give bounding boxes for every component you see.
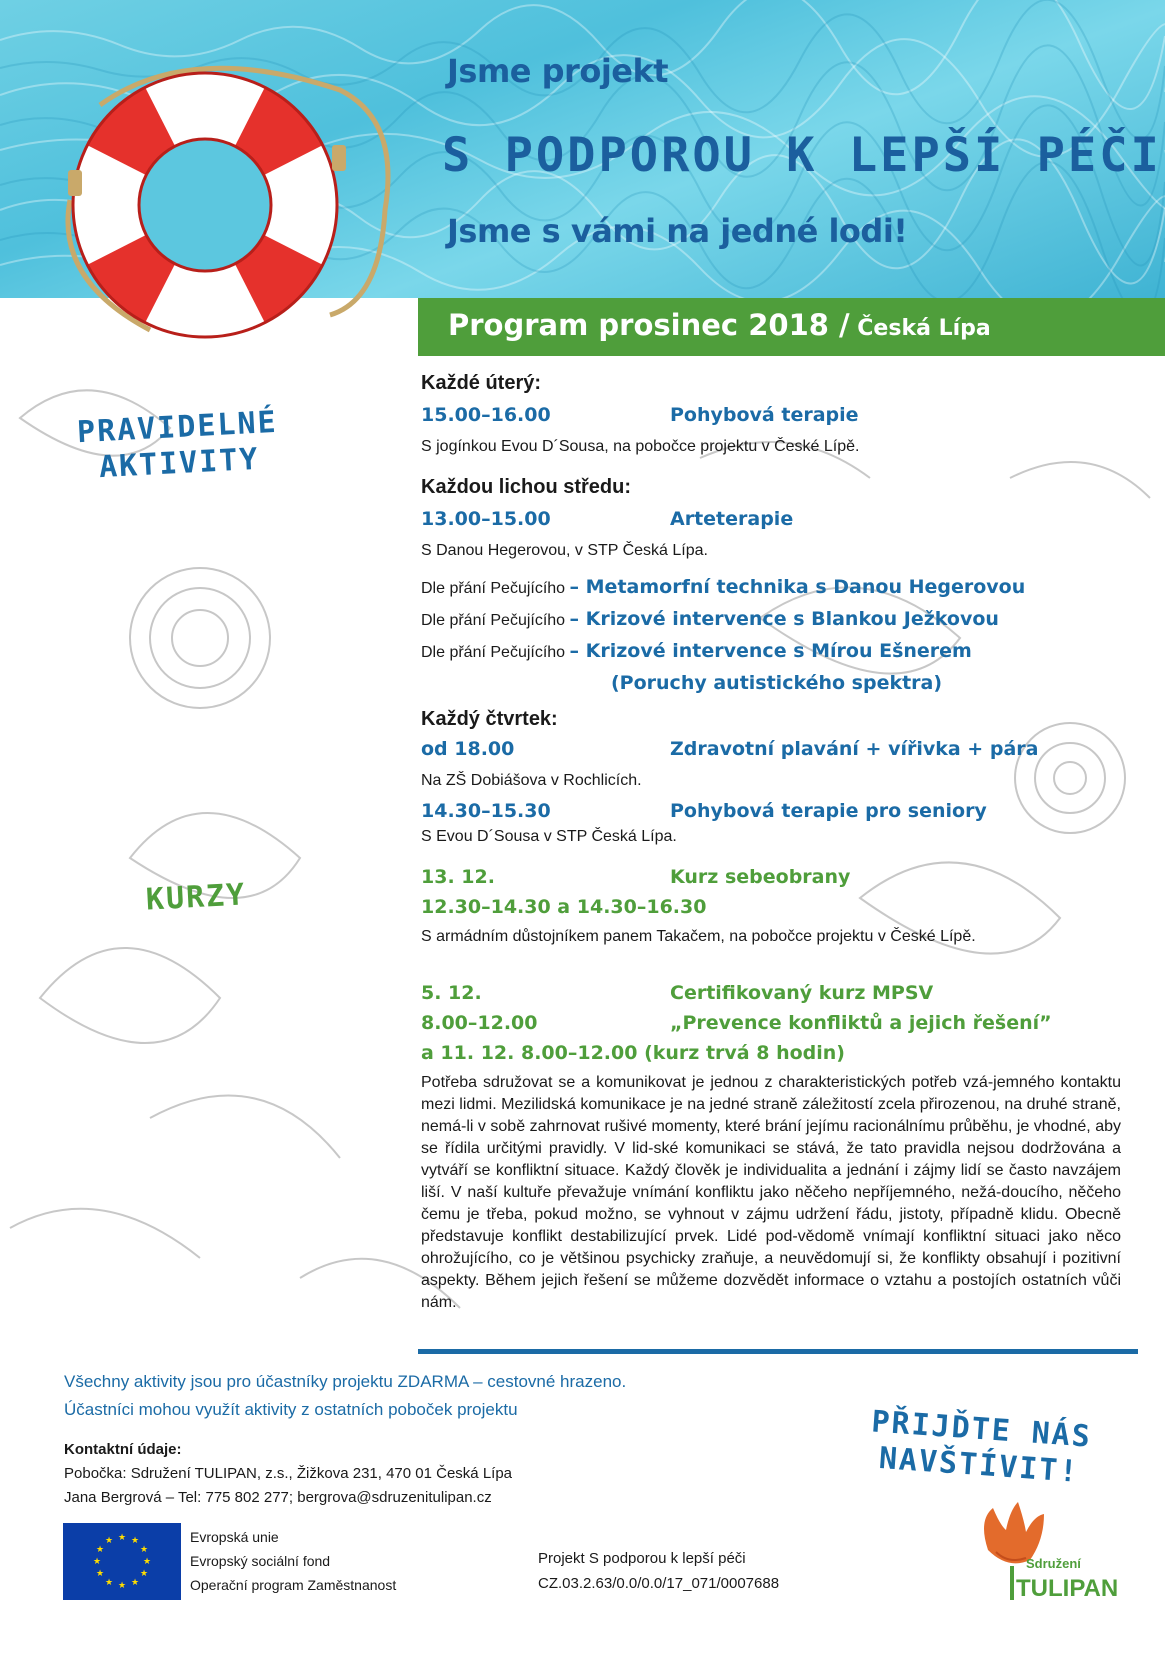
- course2-title: Certifikovaný kurz MPSV: [670, 982, 934, 1004]
- program-title-bar: [418, 298, 1165, 356]
- course1-title: Kurz sebeobrany: [670, 866, 851, 888]
- on-request-item: [421, 640, 972, 662]
- contact-person: Jana Bergrová – Tel: 775 802 277; bergrova@sdruzenitulipan.cz: [64, 1489, 492, 1506]
- on-request-prefix: Dle přání Pečujícího: [421, 644, 566, 661]
- on-request-extra: (Poruchy autistického spektra): [611, 672, 943, 694]
- label-regular-line1: PRAVIDELNÉ: [76, 404, 279, 451]
- svg-text:★: ★: [142, 1557, 152, 1567]
- label-come-visit: [868, 1404, 1093, 1491]
- on-request-activity: – Metamorfní technika s Danou Hegerovou: [569, 576, 1026, 598]
- thursday-heading: Každý čtvrtek:: [421, 708, 558, 730]
- course1-note: S armádním důstojníkem panem Takačem, na pobočce projektu v České Lípě.: [421, 928, 976, 945]
- svg-text:★: ★: [117, 1581, 127, 1591]
- course2-time: 8.00–12.00: [421, 1012, 538, 1034]
- course1-times: 12.30–14.30 a 14.30–16.30: [421, 896, 707, 918]
- svg-text:★: ★: [104, 1578, 114, 1588]
- course2-subtitle: „Prevence konfliktů a jejich řešení”: [670, 1012, 1052, 1034]
- svg-text:★: ★: [95, 1569, 105, 1579]
- footer-info: [64, 1368, 626, 1424]
- thursday-note1: Na ZŠ Dobiášova v Rochlicích.: [421, 772, 642, 789]
- contact-title: Kontaktní údaje:: [64, 1441, 182, 1458]
- course1-date: 13. 12.: [421, 866, 495, 888]
- course2-date: 5. 12.: [421, 982, 482, 1004]
- footer-other-branches: Účastníci mohou využít aktivity z ostatních poboček projektu: [64, 1400, 518, 1419]
- tulipan-logo: [968, 1500, 1119, 1610]
- header-title-slogan: Jsme s vámi na jedné lodi!: [447, 212, 908, 250]
- program-location: Česká Lípa: [849, 316, 991, 341]
- eu-stars-icon: [63, 1523, 181, 1600]
- thursday-activity1: Zdravotní plavání + vířivka + pára: [670, 738, 1039, 760]
- on-request-prefix: Dle přání Pečujícího: [421, 580, 566, 597]
- eu-funding-text: [190, 1525, 396, 1597]
- wednesday-note: S Danou Hegerovou, v STP Česká Lípa.: [421, 542, 708, 559]
- thursday-activity2: Pohybová terapie pro seniory: [670, 800, 987, 822]
- label-courses: KURZY: [145, 877, 248, 918]
- thursday-note2: S Evou D´Sousa v STP Česká Lípa.: [421, 828, 677, 845]
- svg-text:★: ★: [139, 1569, 149, 1579]
- thursday-time1: od 18.00: [421, 738, 515, 760]
- course2-description: Potřeba sdružovat se a komunikovat je jednou z charakteristických potřeb vzá-jemného kontaktu mezi lidmi. Mezilidská komunikace je na jedné straně záležitostí zcela přirozenou, na druhé straně, nemá-li v sobě zahrnovat rušivé momenty, které brání jejímu racionálnímu průběhu, je vhodné, aby se řídila určitými pravidly. V lid-ské komunikaci se stává, že tato pravidla nejsou dodržována a vytváří se konfliktní situace. Každý člověk je individualita a jednání i zájmy lidí se často navzájem liší. V naší kultuře převažuje vnímání konfliktu jako něčeho nepříjemného, nežá-doucího, něčeho čemu je třeba, pokud možno, se vyhnout v zájmu udržení řádu, jistoty, případně klidu. Obecně představuje konflikt destabilizující prvek. Lidé pod-vědomě vnímají konfliktní situaci jako něco ohrožujícího, co je většinou psychicky zraňuje, a neuvědomují si, že konflikty obsahují i pozitivní aspekty. Během jejich řešení se můžeme dozvědět informace o vztahu a postojích ostatních vůči nám.: [421, 1074, 1121, 1311]
- eu-line: Operační program Zaměstnanost: [190, 1577, 397, 1593]
- on-request-activity: – Krizové intervence s Mírou Ešnerem: [569, 640, 972, 662]
- tulipan-logo-text-top: Sdružení: [1026, 1556, 1081, 1571]
- svg-text:★: ★: [139, 1545, 149, 1555]
- on-request-activity: – Krizové intervence s Blankou Ježkovou: [569, 608, 999, 630]
- svg-text:★: ★: [117, 1533, 127, 1543]
- label-visit-line2: NAVŠTÍVIT!: [877, 1441, 1081, 1490]
- svg-text:★: ★: [130, 1536, 140, 1546]
- wednesday-time: 13.00–15.00: [421, 508, 551, 530]
- on-request-item: [421, 608, 999, 630]
- on-request-prefix: Dle přání Pečujícího: [421, 612, 566, 629]
- tulipan-logo-text-bottom: TULIPAN: [1016, 1575, 1119, 1602]
- svg-text:★: ★: [130, 1578, 140, 1588]
- contact-address: Pobočka: Sdružení TULIPAN, z.s., Žižkova 231, 470 01 Česká Lípa: [64, 1465, 513, 1482]
- project-number: CZ.03.2.63/0.0/0.0/17_071/0007688: [538, 1575, 780, 1592]
- project-name: Projekt S podporou k lepší péči: [538, 1550, 746, 1567]
- svg-text:★: ★: [104, 1536, 114, 1546]
- wednesday-heading: Každou lichou středu:: [421, 476, 631, 498]
- wednesday-activity: Arteterapie: [670, 508, 794, 530]
- label-visit-line1: PŘIJĎTE NÁS: [870, 1404, 1093, 1455]
- section-divider: [418, 1349, 1138, 1354]
- header-title-project-name: S PODPOROU K LEPŠÍ PÉČI: [442, 128, 1162, 183]
- label-regular-line2: AKTIVITY: [98, 441, 261, 486]
- footer-free-line: Všechny aktivity jsou pro účastníky projektu ZDARMA – cestovné hrazeno.: [64, 1372, 627, 1391]
- tuesday-time: 15.00–16.00: [421, 404, 551, 426]
- label-regular-activities: [76, 405, 280, 487]
- thursday-time2: 14.30–15.30: [421, 800, 551, 822]
- tuesday-activity: Pohybová terapie: [670, 404, 859, 426]
- header-title-line1: Jsme projekt: [447, 52, 669, 90]
- on-request-item: [421, 576, 1025, 598]
- tuesday-heading: Každé úterý:: [421, 372, 542, 394]
- tuesday-note: S jogínkou Evou D´Sousa, na pobočce projektu v České Lípě.: [421, 438, 860, 455]
- project-reference: [538, 1546, 779, 1596]
- program-title: Program prosinec 2018 /: [448, 308, 850, 342]
- course2-extra: a 11. 12. 8.00–12.00 (kurz trvá 8 hodin): [421, 1042, 845, 1064]
- svg-text:★: ★: [92, 1557, 102, 1567]
- eu-line: Evropská unie: [190, 1529, 279, 1545]
- svg-text:★: ★: [95, 1545, 105, 1555]
- eu-flag-logo: [63, 1523, 181, 1600]
- eu-line: Evropský sociální fond: [190, 1553, 331, 1569]
